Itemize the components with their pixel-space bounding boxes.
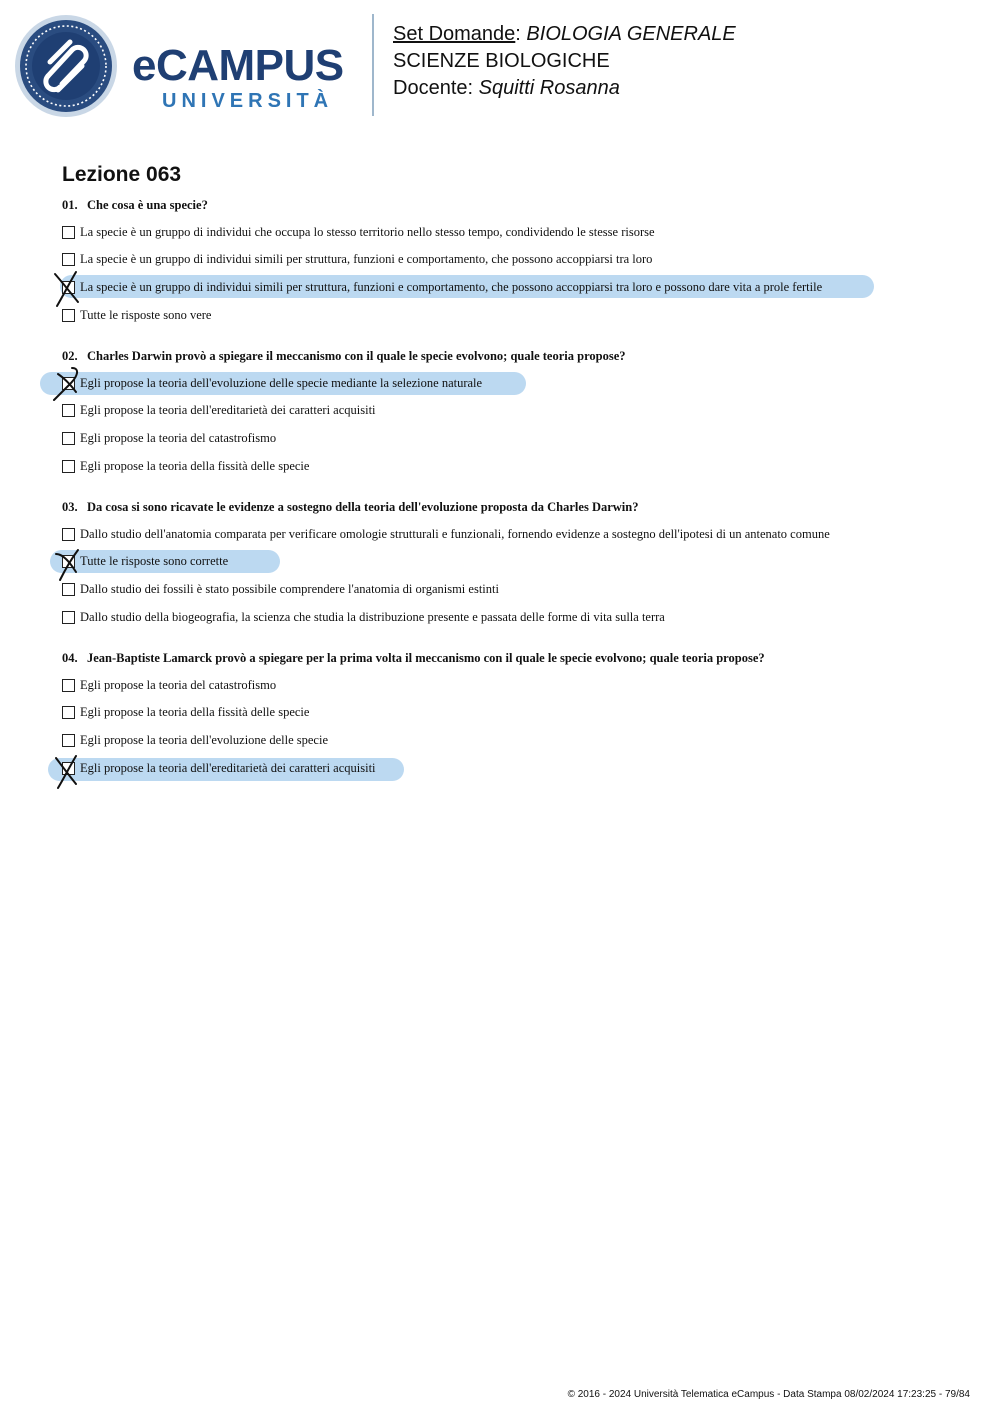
question-number: 04.	[62, 651, 78, 665]
header-divider	[372, 14, 374, 116]
question-text: Jean-Baptiste Lamarck provò a spiegare per la prima volta il meccanismo con il quale le specie evolvono; quale teoria propose?	[87, 651, 765, 665]
answer-checkbox[interactable]	[62, 611, 75, 624]
answer-checkbox[interactable]	[62, 528, 75, 541]
lesson-title: Lezione 063	[62, 163, 182, 186]
answer-option-selected[interactable]	[62, 375, 482, 391]
answer-checkbox[interactable]	[62, 583, 75, 596]
answer-checkbox[interactable]	[62, 432, 75, 445]
answer-text: Dallo studio della biogeografia, la scienza che studia la distribuzione presente e passata delle forme di vita sulla terra	[80, 610, 665, 624]
answer-option[interactable]	[62, 224, 655, 240]
answer-option-selected[interactable]	[62, 279, 822, 295]
answer-option-selected[interactable]	[62, 760, 376, 776]
answer-checkbox[interactable]	[62, 460, 75, 473]
answer-checkbox[interactable]	[62, 734, 75, 747]
question-03	[62, 499, 638, 515]
answer-option[interactable]	[62, 581, 499, 597]
answer-text: Egli propose la teoria del catastrofismo	[80, 678, 277, 692]
answer-checkbox[interactable]	[62, 706, 75, 719]
page-footer: © 2016 - 2024 Università Telematica eCampus - Data Stampa 08/02/2024 17:23:25 - 79/84	[567, 1389, 970, 1400]
answer-option[interactable]	[62, 677, 276, 693]
answer-text: Egli propose la teoria della fissità delle specie	[80, 705, 310, 719]
question-text: Charles Darwin provò a spiegare il meccanismo con il quale le specie evolvono; quale teoria propose?	[87, 349, 626, 363]
set-domande-line	[393, 22, 736, 46]
question-number: 03.	[62, 500, 78, 514]
answer-option[interactable]	[62, 704, 309, 720]
answer-text: Egli propose la teoria dell'ereditarietà dei caratteri acquisiti	[80, 403, 376, 417]
course-name: SCIENZE BIOLOGICHE	[393, 50, 610, 72]
answer-checkbox[interactable]	[62, 404, 75, 417]
answer-text: Egli propose la teoria del catastrofismo	[80, 431, 277, 445]
set-domande-label: Set Domande	[393, 23, 516, 45]
question-number: 01.	[62, 198, 78, 212]
question-04	[62, 650, 765, 666]
question-number: 02.	[62, 349, 78, 363]
answer-checkbox[interactable]	[62, 679, 75, 692]
ecampus-seal-icon	[14, 14, 118, 118]
answer-text: Egli propose la teoria della fissità delle specie	[80, 459, 310, 473]
set-domande-separator: :	[515, 23, 521, 45]
answer-text: Dallo studio dell'anatomia comparata per verificare omologie strutturali e funzionali, fornendo evidenze a sostegno dell'ipotesi di un antenato comune	[80, 527, 830, 541]
answer-option[interactable]	[62, 732, 328, 748]
handwritten-x-mark-icon	[52, 268, 84, 308]
answer-option[interactable]	[62, 458, 309, 474]
answer-option[interactable]	[62, 609, 665, 625]
logo-subtitle: UNIVERSITÀ	[162, 90, 334, 112]
answer-checkbox[interactable]	[62, 309, 75, 322]
docente-line	[393, 76, 620, 100]
answer-checkbox[interactable]	[62, 253, 75, 266]
answer-option[interactable]	[62, 526, 830, 542]
question-text: Da cosa si sono ricavate le evidenze a sostegno della teoria dell'evoluzione proposta da Charles Darwin?	[87, 500, 639, 514]
handwritten-x-mark-icon	[52, 544, 84, 584]
answer-option[interactable]	[62, 402, 376, 418]
answer-text: La specie è un gruppo di individui simili per struttura, funzioni e comportamento, che possono accoppiarsi tra loro e possono dare vita a prole fertile	[80, 280, 823, 294]
answer-option-selected[interactable]	[62, 553, 228, 569]
answer-text: Egli propose la teoria dell'ereditarietà dei caratteri acquisiti	[80, 761, 376, 775]
docente-value: Squitti Rosanna	[478, 77, 620, 99]
handwritten-x-mark-icon	[52, 752, 84, 792]
answer-text: Tutte le risposte sono vere	[80, 308, 212, 322]
question-text: Che cosa è una specie?	[87, 198, 208, 212]
question-01	[62, 197, 208, 213]
answer-option[interactable]	[62, 307, 211, 323]
answer-option[interactable]	[62, 430, 276, 446]
answer-text: Egli propose la teoria dell'evoluzione delle specie mediante la selezione naturale	[80, 376, 483, 390]
set-domande-value: BIOLOGIA GENERALE	[526, 23, 736, 45]
answer-option[interactable]	[62, 251, 652, 267]
logo-wordmark: eCAMPUS	[132, 41, 344, 90]
handwritten-x-mark-icon	[50, 364, 82, 404]
answer-checkbox[interactable]	[62, 226, 75, 239]
answer-text: La specie è un gruppo di individui simili per struttura, funzioni e comportamento, che possono accoppiarsi tra loro	[80, 252, 653, 266]
answer-text: Tutte le risposte sono corrette	[80, 554, 229, 568]
answer-text: La specie è un gruppo di individui che occupa lo stesso territorio nello stesso tempo, condividendo le stesse risorse	[80, 225, 655, 239]
docente-label: Docente:	[393, 77, 474, 99]
answer-text: Dallo studio dei fossili è stato possibile comprendere l'anatomia di organismi estinti	[80, 582, 499, 596]
question-02	[62, 348, 626, 364]
ecampus-logo	[14, 14, 359, 118]
answer-text: Egli propose la teoria dell'evoluzione delle specie	[80, 733, 328, 747]
